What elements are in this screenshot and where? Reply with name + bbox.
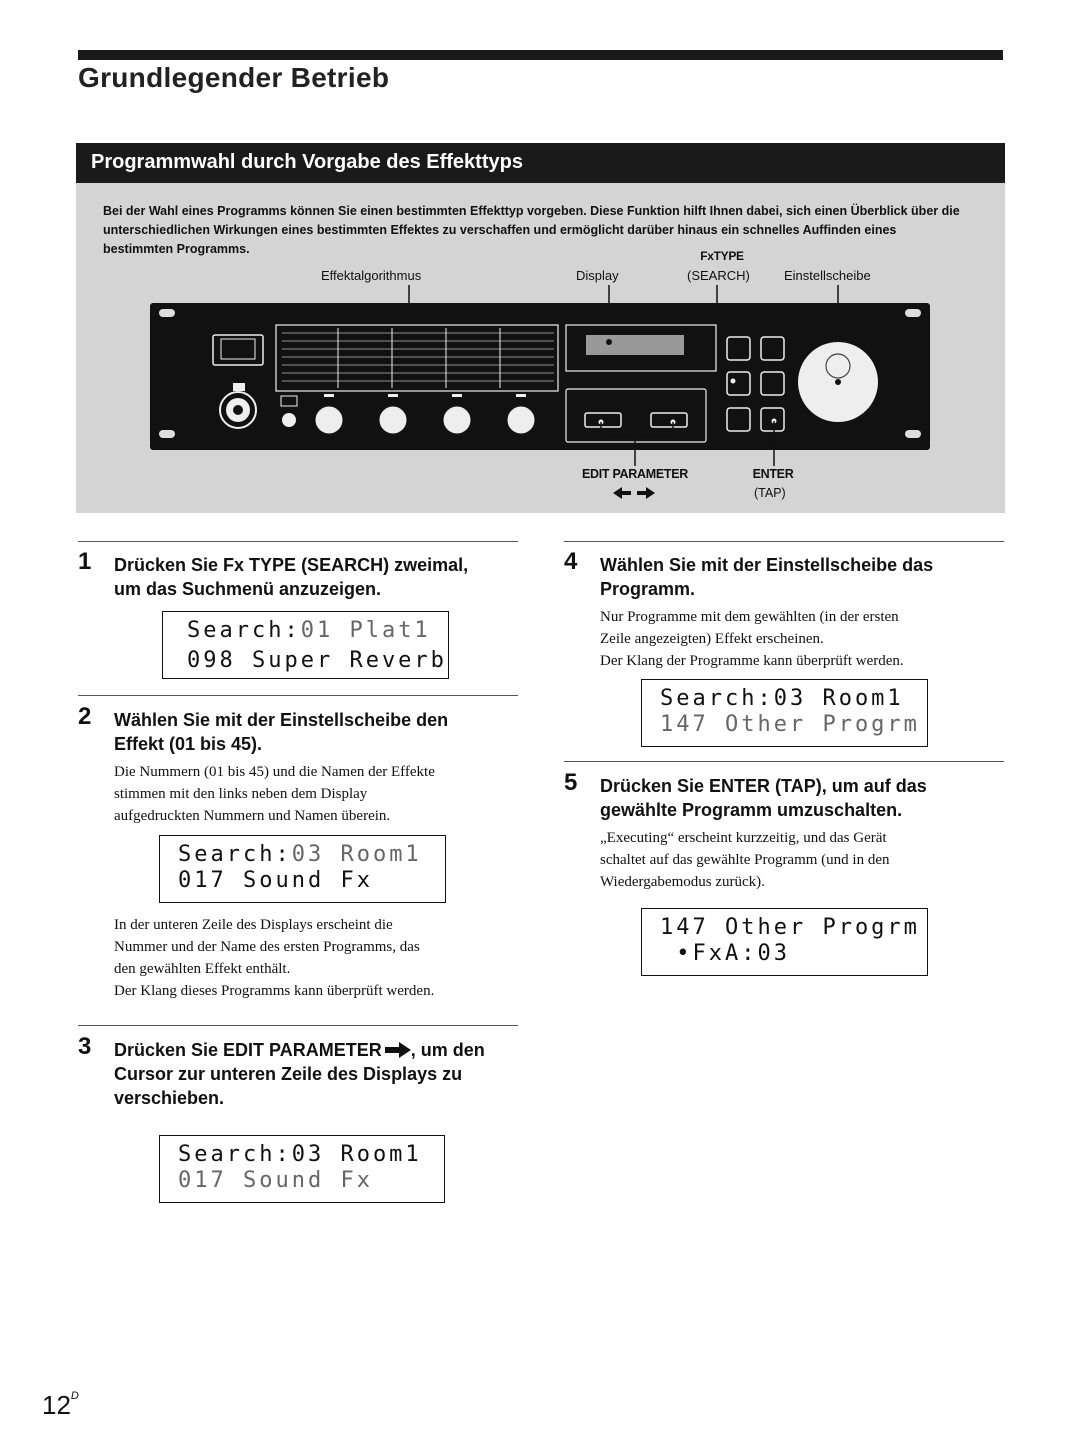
step5-body	[600, 827, 1000, 893]
step2-rule	[78, 695, 518, 696]
step2-lcd-label: Search:	[178, 842, 292, 867]
step4-number: 4	[564, 548, 578, 575]
step2-heading	[114, 708, 534, 756]
step4-body-line: Zeile angezeigten) Effekt erscheinen.	[600, 631, 824, 647]
label-search: (SEARCH)	[687, 268, 750, 283]
step1-lcd-label: Search:	[187, 618, 301, 643]
intro-text: Bei der Wahl eines Programms können Sie einen bestimmten Effekttyp vorgeben. Diese Funktion hilft Ihnen dabei, sich einen Überblick über die unterschiedlichen Wirkungen eines bestimmten Effektes zu verschaffen und ermöglicht darüber hinaus ein schnelles Auffinden eines bestimmten Programms.	[103, 204, 960, 256]
step5-rule	[564, 761, 1004, 762]
step2-body1-line: Die Nummern (01 bis 45) und die Namen der Effekte	[114, 764, 435, 780]
label-tap: (TAP)	[754, 486, 786, 500]
step1-heading-line1: Drücken Sie Fx TYPE (SEARCH) zweimal,	[114, 555, 469, 575]
step2-number: 2	[78, 703, 92, 730]
step4-body-line: Der Klang der Programme kann überprüft werden.	[600, 653, 904, 669]
label-enter: ENTER	[752, 467, 794, 481]
step2-heading-line1: Wählen Sie mit der Einstellscheibe den	[114, 710, 449, 730]
label-display: Display	[576, 268, 619, 283]
step2-body2-line: Der Klang dieses Programms kann überprüft werden.	[114, 983, 435, 999]
step2-body2	[114, 914, 534, 1002]
step4-heading-line1: Wählen Sie mit der Einstellscheibe das	[600, 555, 934, 575]
step1-lcd-value: 01 Plat1	[300, 618, 431, 643]
step5-lcd-line2: •FxA:03	[660, 941, 790, 966]
step3-number: 3	[78, 1033, 92, 1060]
step1-lcd-line2: 098 Super Reverb	[187, 648, 447, 673]
step1-heading	[114, 553, 534, 601]
step5-heading	[600, 774, 1000, 822]
step4-lcd	[641, 679, 928, 747]
step1-number: 1	[78, 548, 92, 575]
step3-heading-text: Drücken Sie EDIT PARAMETER	[114, 1040, 382, 1060]
step2-lcd	[159, 835, 446, 903]
label-edit-parameter: EDIT PARAMETER	[582, 467, 688, 481]
step4-body-line: Nur Programme mit dem gewählten (in der ersten	[600, 609, 899, 625]
page-number	[42, 1390, 79, 1421]
step2-lcd-value: 03 Room1	[291, 842, 422, 867]
page-number-value: 12	[42, 1390, 71, 1420]
arrow-right-icon	[385, 1042, 411, 1058]
step5-number: 5	[564, 769, 578, 796]
device-front-panel	[76, 280, 1005, 510]
step1-heading-line2: um das Suchmenü anzuzeigen.	[114, 579, 382, 599]
step2-lcd-line1	[178, 842, 422, 867]
step2-body1-line: aufgedruckten Nummern und Namen überein.	[114, 808, 391, 824]
step2-body1	[114, 761, 534, 827]
step4-body	[600, 606, 1000, 672]
step3-heading-line2: Cursor zur unteren Zeile des Displays zu	[114, 1064, 463, 1084]
step5-lcd	[641, 908, 928, 976]
step1-lcd-line1	[187, 618, 431, 643]
step3-lcd-line1: Search:03 Room1	[178, 1142, 422, 1167]
step4-heading	[600, 553, 1000, 601]
step5-lcd-line1: 147 Other Progrm	[660, 915, 920, 940]
step2-body1-line: stimmen mit den links neben dem Display	[114, 786, 368, 802]
step3-lcd	[159, 1135, 445, 1203]
step5-body-line: schaltet auf das gewählte Programm (und in den	[600, 852, 890, 868]
step4-rule	[564, 541, 1004, 542]
page-title: Grundlegender Betrieb	[78, 62, 390, 93]
label-fxtype: FxTYPE	[700, 249, 744, 263]
page-number-suffix: D	[70, 1390, 79, 1402]
step3-heading-line3: verschieben.	[114, 1088, 225, 1108]
step3-heading-text-b: , um den	[410, 1040, 485, 1060]
step2-body2-line: In der unteren Zeile des Displays erscheint die	[114, 917, 393, 933]
step3-heading	[114, 1038, 534, 1110]
step3-lcd-line2: 017 Sound Fx	[178, 1168, 373, 1193]
step5-body-line: „Executing“ erscheint kurzzeitig, und das Gerät	[600, 830, 887, 846]
step5-heading-line2: gewählte Programm umzuschalten.	[600, 800, 903, 820]
step3-heading-line1	[114, 1038, 534, 1062]
step2-lcd-line2: 017 Sound Fx	[178, 868, 373, 893]
step1-lcd	[162, 611, 449, 679]
section-title: Programmwahl durch Vorgabe des Effekttyps	[91, 151, 523, 173]
label-effektalgorithmus: Effektalgorithmus	[321, 268, 422, 283]
step4-heading-line2: Programm.	[600, 579, 696, 599]
step3-rule	[78, 1025, 518, 1026]
step2-heading-line2: Effekt (01 bis 45).	[114, 734, 263, 754]
label-einstellscheibe: Einstellscheibe	[784, 268, 871, 283]
step2-body2-line: Nummer und der Name des ersten Programms, das	[114, 939, 420, 955]
header-rule	[78, 50, 1003, 60]
step4-lcd-line1: Search:03 Room1	[660, 686, 904, 711]
step5-body-line: Wiedergabemodus zurück).	[600, 874, 765, 890]
step1-rule	[78, 541, 518, 542]
step5-heading-line1: Drücken Sie ENTER (TAP), um auf das	[600, 776, 927, 796]
step2-body2-line: den gewählten Effekt enthält.	[114, 961, 291, 977]
step4-lcd-line2: 147 Other Progrm	[660, 712, 920, 737]
